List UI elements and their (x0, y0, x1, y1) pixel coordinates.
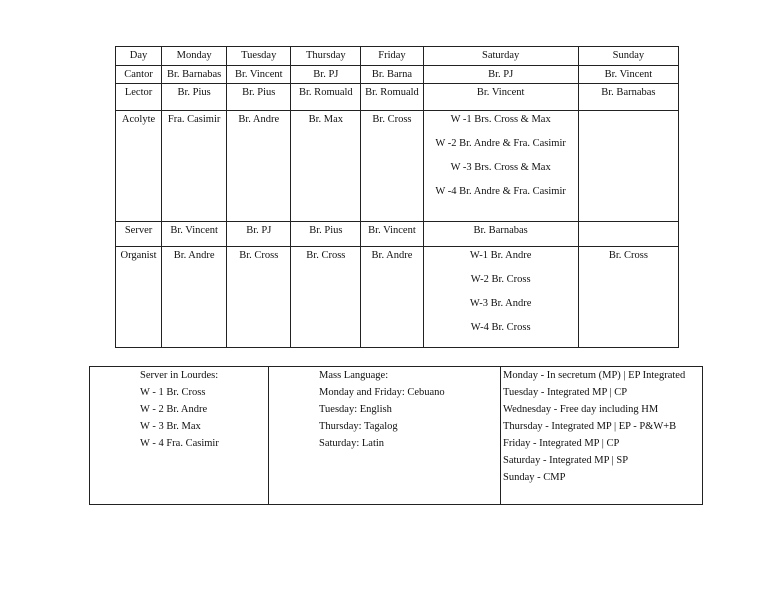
language-entry: Saturday: Latin (319, 438, 385, 449)
table-cell: Br. Max (291, 111, 361, 222)
header-row (116, 47, 679, 66)
table-cell: Br. Pius (291, 222, 361, 247)
schedule-table (115, 46, 679, 348)
liturgy-entry: Sunday - CMP (503, 472, 566, 483)
liturgy-entry: Monday - In secretum (MP) | EP Integrated (503, 370, 686, 381)
table-cell: Br. Romuald (291, 84, 361, 111)
liturgy-entry: Thursday - Integrated MP | EP - P&W+B (503, 421, 677, 432)
header-cell: Day (116, 47, 162, 66)
week-entry: W-2 Br. Cross (470, 274, 531, 285)
week-entry: W -2 Br. Andre & Fra. Casimir (435, 138, 566, 149)
liturgy-cell (501, 367, 703, 505)
lourdes-servers-cell (90, 367, 269, 505)
lourdes-heading: Server in Lourdes: (140, 370, 219, 381)
liturgy-entry: Saturday - Integrated MP | SP (503, 455, 629, 466)
row-label: Lector (116, 84, 162, 111)
lourdes-entry: W - 2 Br. Andre (140, 404, 208, 415)
table-cell: Br. Vincent (162, 222, 227, 247)
language-entry: Monday and Friday: Cebuano (319, 387, 445, 398)
header-cell: Tuesday (227, 47, 291, 66)
lourdes-entry: W - 3 Br. Max (140, 421, 201, 432)
table-cell: Br. Vincent (227, 66, 291, 84)
acolyte-row (116, 111, 679, 222)
table-cell: Br. Andre (227, 111, 291, 222)
cantor-row (116, 66, 679, 84)
week-entry: W -3 Brs. Cross & Max (450, 162, 551, 173)
table-cell: Br. Vincent (578, 66, 678, 84)
header-cell: Monday (162, 47, 227, 66)
lector-row (116, 84, 679, 111)
table-cell: Br. Barnabas (423, 222, 578, 247)
row-label: Cantor (116, 66, 162, 84)
table-cell: Br. Andre (361, 247, 423, 348)
table-cell: Br. Barna (361, 66, 423, 84)
table-cell: Br. Romuald (361, 84, 423, 111)
week-entry: W-4 Br. Cross (470, 322, 531, 333)
header-cell: Thursday (291, 47, 361, 66)
week-entry: W -4 Br. Andre & Fra. Casimir (435, 186, 566, 197)
table-cell: Br. Vincent (423, 84, 578, 111)
table-cell: Br. Cross (361, 111, 423, 222)
lourdes-entry: W - 1 Br. Cross (140, 387, 206, 398)
lourdes-entry: W - 4 Fra. Casimir (140, 438, 219, 449)
table-cell: Br. Cross (227, 247, 291, 348)
row-label: Organist (116, 247, 162, 348)
language-entry: Thursday: Tagalog (319, 421, 398, 432)
language-entry: Tuesday: English (319, 404, 392, 415)
row-label: Server (116, 222, 162, 247)
table-cell: Br. PJ (291, 66, 361, 84)
table-cell: Br. Vincent (361, 222, 423, 247)
header-cell: Friday (361, 47, 423, 66)
header-cell: Saturday (423, 47, 578, 66)
notes-table (89, 366, 703, 505)
language-heading: Mass Language: (319, 370, 389, 381)
table-cell: Fra. Casimir (162, 111, 227, 222)
table-cell: Br. Barnabas (162, 66, 227, 84)
organist-row (116, 247, 679, 348)
week-entry: W-1 Br. Andre (469, 250, 532, 261)
week-entry: W-3 Br. Andre (469, 298, 532, 309)
table-cell (578, 111, 678, 222)
table-cell: Br. Barnabas (578, 84, 678, 111)
liturgy-entry: Tuesday - Integrated MP | CP (503, 387, 628, 398)
liturgy-entry: Friday - Integrated MP | CP (503, 438, 620, 449)
server-row (116, 222, 679, 247)
table-cell: Br. PJ (227, 222, 291, 247)
header-cell: Sunday (578, 47, 678, 66)
table-cell: Br. Pius (227, 84, 291, 111)
week-entry: W -1 Brs. Cross & Max (450, 114, 551, 125)
saturday-acolyte-cell (423, 111, 578, 222)
notes-row (90, 367, 703, 505)
table-cell (578, 222, 678, 247)
saturday-organist-cell (423, 247, 578, 348)
table-cell: Br. Cross (291, 247, 361, 348)
row-label: Acolyte (116, 111, 162, 222)
table-cell: Br. Andre (162, 247, 227, 348)
mass-language-cell (269, 367, 501, 505)
table-cell: Br. Pius (162, 84, 227, 111)
table-cell: Br. Cross (578, 247, 678, 348)
table-cell: Br. PJ (423, 66, 578, 84)
liturgy-entry: Wednesday - Free day including HM (503, 404, 659, 415)
